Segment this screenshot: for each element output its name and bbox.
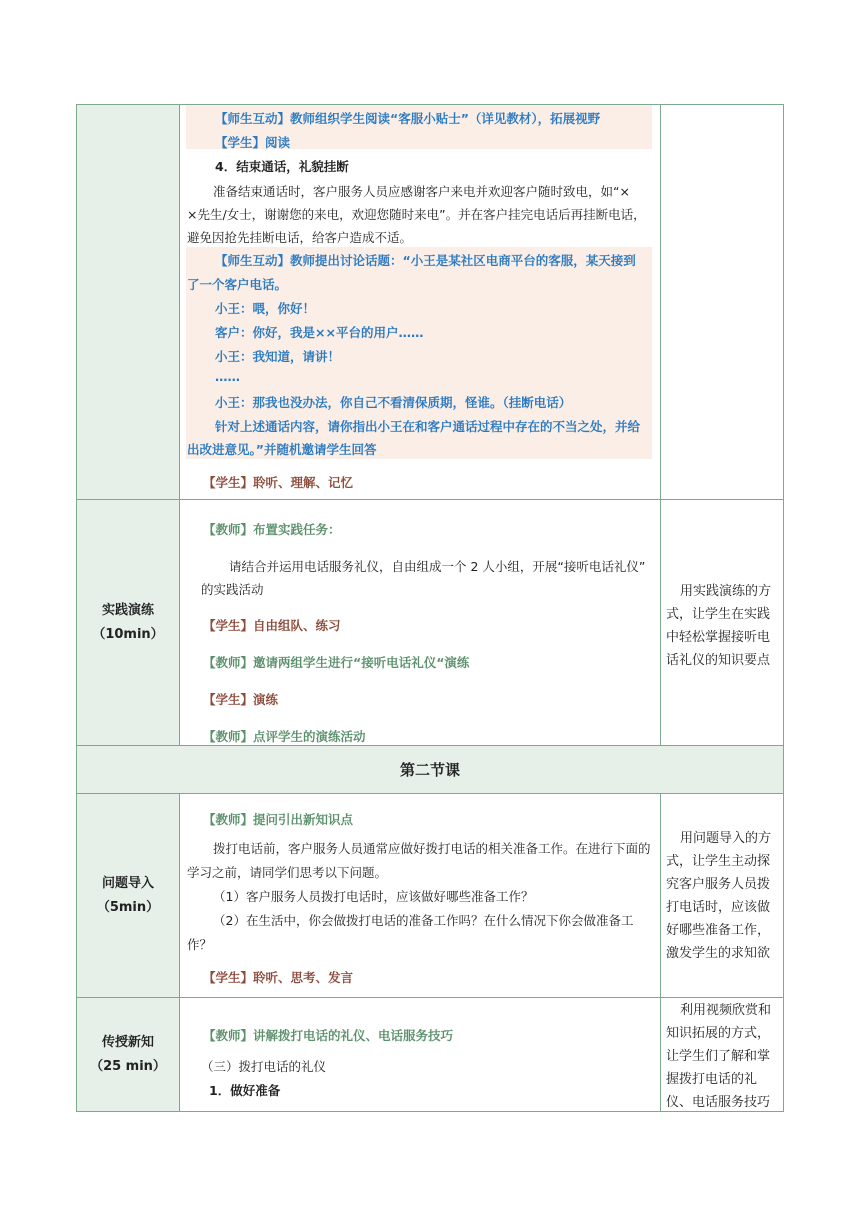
dialogue-line: 客户：你好，我是××平台的用户…… [215, 325, 424, 340]
stage-cell [77, 794, 180, 997]
section-title: 第二节课 [399, 761, 460, 779]
stage-title: 问题导入 [101, 875, 154, 891]
teacher-text: 【教师】布置实践任务： [203, 522, 341, 537]
stage-time: （25 min） [90, 1058, 166, 1074]
paragraph-line: ×先生/女士，谢谢您的来电，欢迎您随时来电”。并在客户挂完电话后再挂断电话， [187, 207, 646, 222]
paragraph-line: 的实践活动 [201, 582, 264, 597]
question-text: 出改进意见。”并随机邀请学生回答 [187, 442, 377, 457]
table-row [77, 998, 783, 1111]
content-cell [179, 105, 661, 499]
content-cell [179, 794, 661, 997]
note-cell [660, 105, 783, 499]
teacher-text: 【教师】讲解拨打电话的礼仪、电话服务技巧 [203, 1028, 454, 1043]
teacher-text: 【教师】提问引出新知识点 [203, 812, 354, 827]
question-line: （2）在生活中，你会做拨打电话的准备工作吗？在什么情况下你会做准备工 [213, 913, 634, 928]
paragraph-line: 避免因抢先挂断电话，给客户造成不适。 [187, 230, 413, 245]
note-text: 用实践演练的方 式，让学生在实践 中轻松掌握接听电 话礼仪的知识要点 [666, 584, 772, 668]
section-header [77, 746, 783, 794]
table-row [77, 105, 783, 500]
stage-cell [77, 500, 180, 745]
note-cell [660, 998, 783, 1111]
paragraph-line: 请结合并运用电话服务礼仪，自由组成一个 2 人小组，开展“接听电话礼仪” [229, 559, 646, 574]
stage-cell [77, 105, 180, 499]
subsection-heading: 1．做好准备 [209, 1083, 281, 1098]
stage-cell [77, 998, 180, 1111]
note-cell [660, 794, 783, 997]
interaction-text: 【师生互动】教师组织学生阅读“客服小贴士”（详见教材），拓展视野 [215, 111, 601, 126]
discussion-text: 【师生互动】教师提出讨论话题：“小王是某社区电商平台的客服，某天接到 [215, 253, 636, 268]
teacher-text: 【教师】邀请两组学生进行“接听电话礼仪“演练 [203, 655, 470, 670]
question-line: 作？ [187, 937, 213, 952]
student-text: 【学生】阅读 [215, 135, 291, 150]
question-line: （1）客户服务人员拨打电话时，应该做好哪些准备工作？ [213, 889, 534, 904]
stage-title: 传授新知 [101, 1034, 154, 1050]
stage-title: 实践演练 [101, 602, 154, 618]
note-text: 用问题导入的方 式，让学生主动探 究客户服务人员拨 打电话时，应该做 好哪些准备工作， 激发学生的求知欲 [666, 831, 772, 961]
table-row [77, 794, 783, 998]
student-text: 【学生】自由组队、练习 [203, 618, 341, 633]
paragraph-line: 拨打电话前，客户服务人员通常应做好拨打电话的相关准备工作。在进行下面的 [213, 841, 651, 856]
discussion-text: 了一个客户电话。 [187, 277, 288, 292]
paragraph-line: 学习之前，请同学们思考以下问题。 [187, 865, 388, 880]
teacher-text: 【教师】点评学生的演练活动 [203, 729, 366, 744]
content-cell [179, 998, 661, 1111]
note-text: 利用视频欣赏和 知识拓展的方式， 让学生们了解和掌 握拨打电话的礼 仪、电话服务技巧 [666, 1003, 772, 1110]
paragraph-line: 准备结束通话时，客户服务人员应感谢客户来电并欢迎客户随时致电，如“× [213, 184, 630, 199]
stage-time: （5min） [96, 899, 160, 915]
table-row [77, 500, 783, 746]
student-text: 【学生】演练 [203, 692, 279, 707]
student-text: 【学生】聆听、思考、发言 [203, 970, 354, 985]
student-text: 【学生】聆听、理解、记忆 [203, 475, 354, 490]
dialogue-line: 小王：那我也没办法，你自己不看清保质期，怪谁。（挂断电话） [215, 395, 572, 410]
stage-time: （10min） [92, 626, 164, 642]
dialogue-line: 小王：我知道，请讲！ [215, 349, 341, 364]
subsection-heading: （三）拨打电话的礼仪 [201, 1059, 327, 1074]
dialogue-line: 小王：喂，你好！ [215, 301, 316, 316]
section-heading: 4．结束通话，礼貌挂断 [215, 159, 349, 174]
dialogue-line: …… [215, 369, 240, 384]
question-text: 针对上述通话内容，请你指出小王在和客户通话过程中存在的不当之处，并给 [215, 419, 641, 434]
note-cell [660, 500, 783, 745]
lesson-plan-table [76, 104, 784, 1112]
content-cell [179, 500, 661, 745]
